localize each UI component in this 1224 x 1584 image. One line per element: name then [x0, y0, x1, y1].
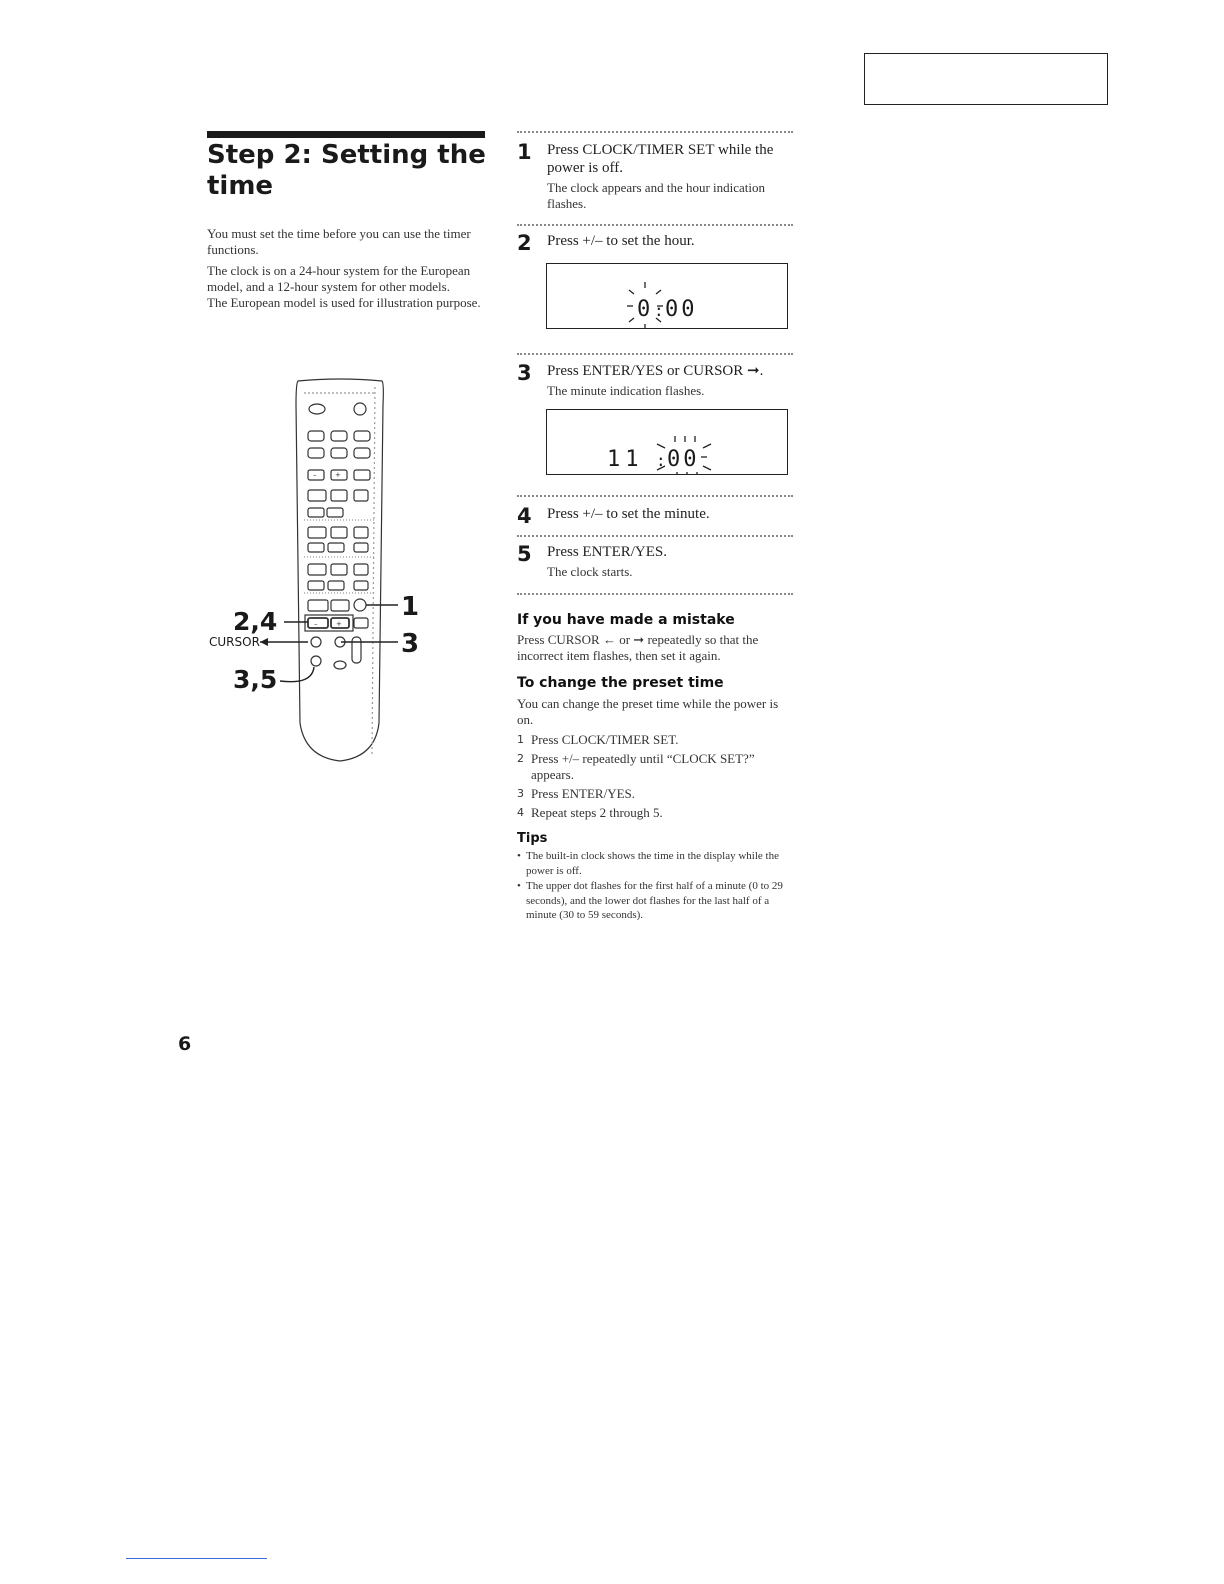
preset-heading: To change the preset time — [517, 675, 724, 691]
step-separator — [517, 353, 793, 355]
list-item — [517, 732, 793, 748]
callout-1: 1 — [401, 592, 420, 622]
intro-paragraph: The clock is on a 24-hour system for the European model, and a 12-hour system for other models. The European model is used for illustration purpose. — [207, 263, 481, 310]
list-item — [517, 786, 793, 802]
step-separator — [517, 224, 793, 226]
step-number: 5 — [517, 542, 532, 566]
step-number: 1 — [517, 140, 532, 164]
svg-text:–: – — [313, 471, 317, 479]
step-separator — [517, 593, 793, 595]
minute-display-illustration — [546, 409, 788, 475]
list-number: 4 — [517, 806, 524, 819]
list-number: 2 — [517, 752, 524, 765]
step-subtext: The minute indication flashes. — [547, 383, 705, 398]
list-number: 1 — [517, 733, 524, 746]
minute-digits: 00 — [667, 447, 700, 472]
mistake-heading: If you have made a mistake — [517, 612, 735, 628]
step-number: 4 — [517, 504, 532, 528]
page-title: Step 2: Setting the time — [207, 140, 486, 201]
tips-list — [517, 849, 793, 924]
list-number: 3 — [517, 787, 524, 800]
preset-steps-list — [517, 732, 793, 824]
remote-control-drawing — [200, 375, 430, 770]
step-text: Press +/– to set the hour. — [547, 233, 695, 249]
step-separator — [517, 495, 793, 497]
step-5 — [517, 543, 793, 580]
step-text: Press +/– to set the minute. — [547, 506, 710, 522]
step-4 — [517, 504, 793, 528]
list-item — [517, 805, 793, 821]
step-text: Press ENTER/YES. — [547, 544, 667, 560]
tip-text: The upper dot flashes for the first half of a minute (0 to 29 seconds), and the lower dot flashes for the last half of a minute (30 to 59 seconds). — [526, 880, 783, 921]
mistake-text — [517, 632, 793, 664]
tip-item: • The built-in clock shows the time in the display while the power is off. — [517, 850, 779, 877]
list-item — [517, 751, 793, 783]
list-text: Press ENTER/YES. — [531, 786, 635, 801]
bottom-link-underline — [126, 1558, 267, 1559]
step-text: Press ENTER/YES or CURSOR ➞. — [547, 363, 764, 379]
step-2 — [517, 231, 793, 255]
list-text: Press CLOCK/TIMER SET. — [531, 732, 679, 747]
header-tab-box — [864, 53, 1108, 105]
remote-control-illustration — [200, 375, 430, 770]
intro-text — [207, 226, 485, 316]
svg-text:+: + — [336, 620, 342, 628]
tip-item: • The upper dot flashes for the first half of a minute (0 to 29 seconds), and the lower dot flashes for the last half of a minute (30 to 59 seconds). — [517, 880, 783, 921]
page-number: 6 — [178, 1033, 192, 1055]
preset-text — [517, 696, 793, 728]
step-subtext: The clock starts. — [547, 564, 633, 579]
list-text: Repeat steps 2 through 5. — [531, 805, 663, 820]
step-number: 3 — [517, 361, 532, 385]
title-rule — [207, 131, 485, 138]
hour-digits: 11 — [607, 447, 644, 472]
clock-colon: : — [656, 451, 666, 470]
callout-3: 3 — [401, 629, 420, 659]
step-text: Press CLOCK/TIMER SET while the power is off. — [547, 142, 774, 176]
minute-digits: 00 — [665, 297, 698, 322]
callout-cursor: CURSOR — [209, 635, 260, 649]
mistake-paragraph: Press CURSOR ← or ➞ repeatedly so that the incorrect item flashes, then set it again. — [517, 632, 759, 663]
hour-digit: 0 — [637, 297, 651, 322]
callout-3-5: 3,5 — [233, 665, 278, 694]
intro-paragraph: You must set the time before you can use the timer functions. — [207, 226, 471, 257]
preset-paragraph: You can change the preset time while the power is on. — [517, 696, 779, 727]
step-separator — [517, 535, 793, 537]
tip-text: The built-in clock shows the time in the display while the power is off. — [526, 850, 779, 877]
callout-2-4: 2,4 — [233, 607, 278, 636]
clock-colon: : — [654, 301, 664, 320]
step-3 — [517, 362, 793, 399]
list-text: Press +/– repeatedly until “CLOCK SET?” appears. — [531, 751, 755, 782]
tips-heading: Tips — [517, 831, 548, 846]
svg-text:+: + — [335, 471, 341, 479]
step-number: 2 — [517, 231, 532, 255]
step-subtext: The clock appears and the hour indication flashes. — [547, 180, 766, 211]
step-1 — [517, 141, 793, 212]
step-separator — [517, 131, 793, 133]
hour-display-illustration — [546, 263, 788, 329]
svg-text:–: – — [314, 620, 318, 628]
